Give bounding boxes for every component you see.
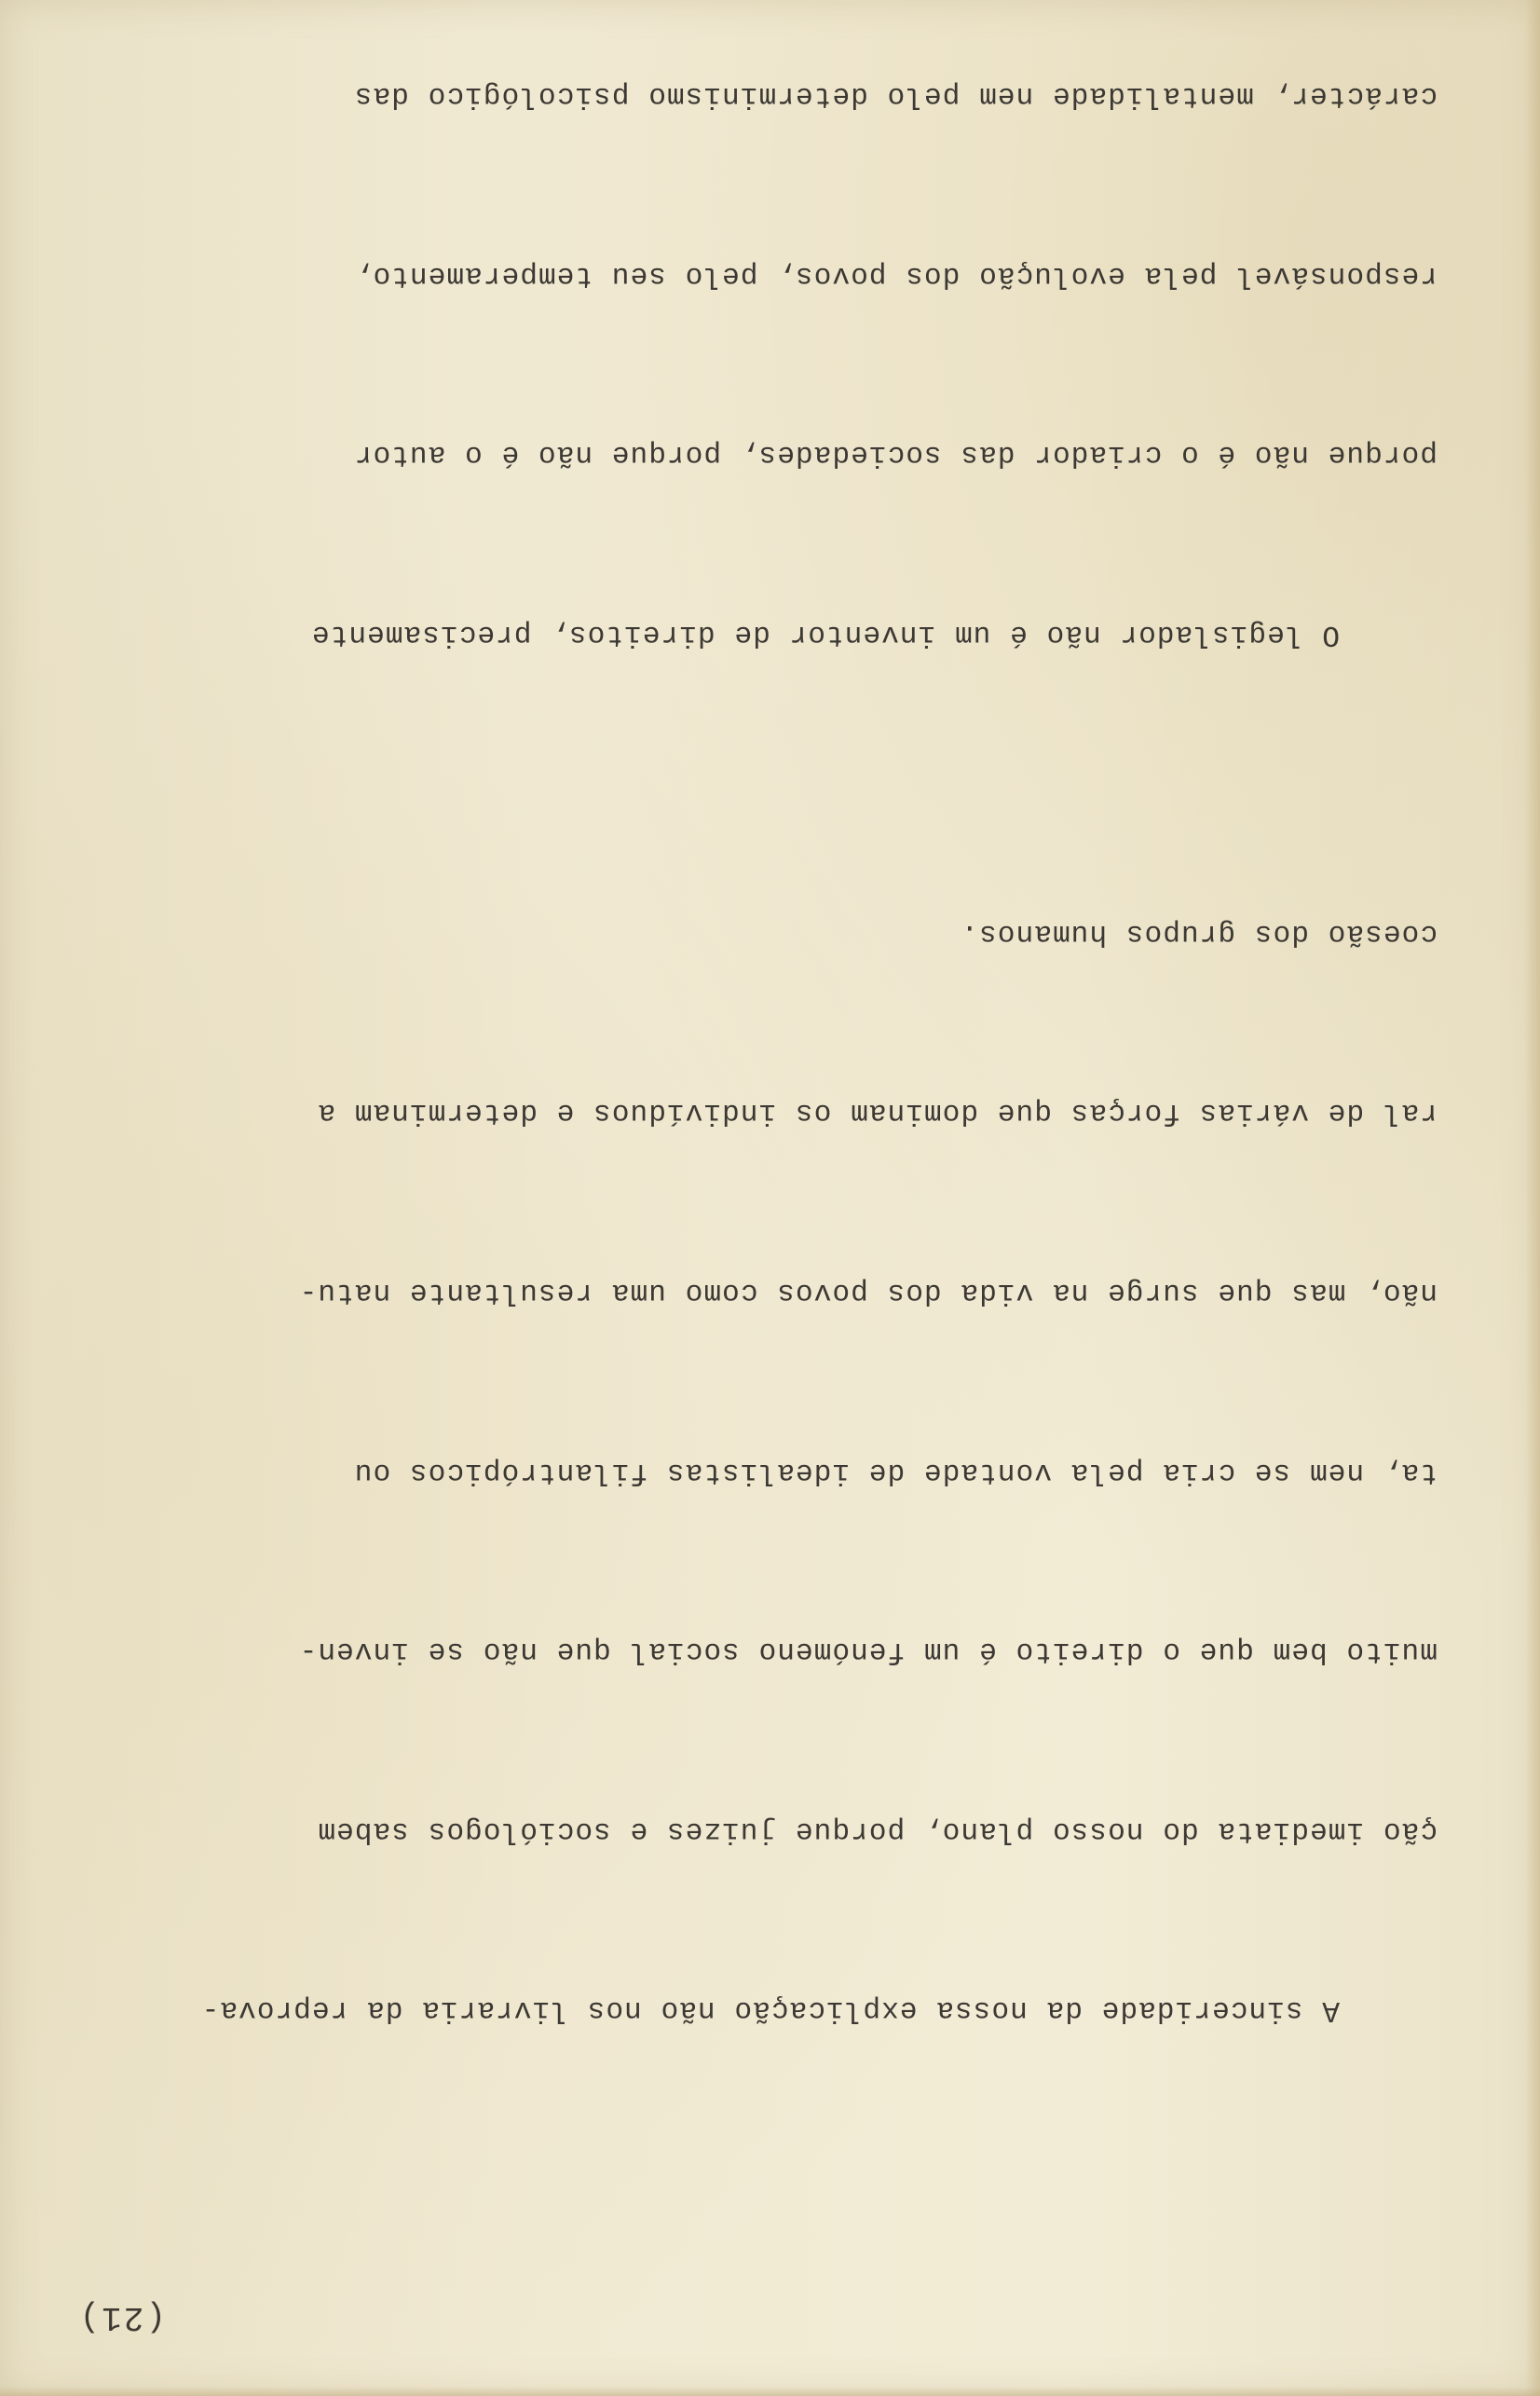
text-line: carácter, mentalidade nem pelo determinismo psicológico das (353, 79, 1438, 113)
text-line: responsável pela evolução dos povos, pelo seu temperamento, (353, 258, 1438, 292)
text-line: ral de várias forças que dominam os indivíduos e determinam a (317, 1096, 1438, 1130)
text-line: porque não é o criador das sociedades, porque não é o autor (353, 438, 1438, 472)
text-line: ta, nem se cria pela vontade de idealistas filantrópicos ou (353, 1455, 1438, 1488)
text-line: coesão dos grupos humanos. (960, 916, 1438, 950)
page-number: (21) (77, 2298, 166, 2336)
text-line: A sinceridade da nossa explicação não nos livraria da reprova- (200, 1993, 1340, 2027)
text-line: O legislador não é um inventor de direitos, precisamente (310, 617, 1340, 650)
text-line: muito bem que o direito é um fenómeno social que não se inven- (298, 1635, 1438, 1668)
text-line: ção imediata do nosso plano, porque juizes e sociólogos sabem (317, 1814, 1438, 1847)
text-line: não, mas que surge na vida dos povos como uma resultante natu- (298, 1276, 1438, 1309)
body-text (77, 0, 1438, 2219)
